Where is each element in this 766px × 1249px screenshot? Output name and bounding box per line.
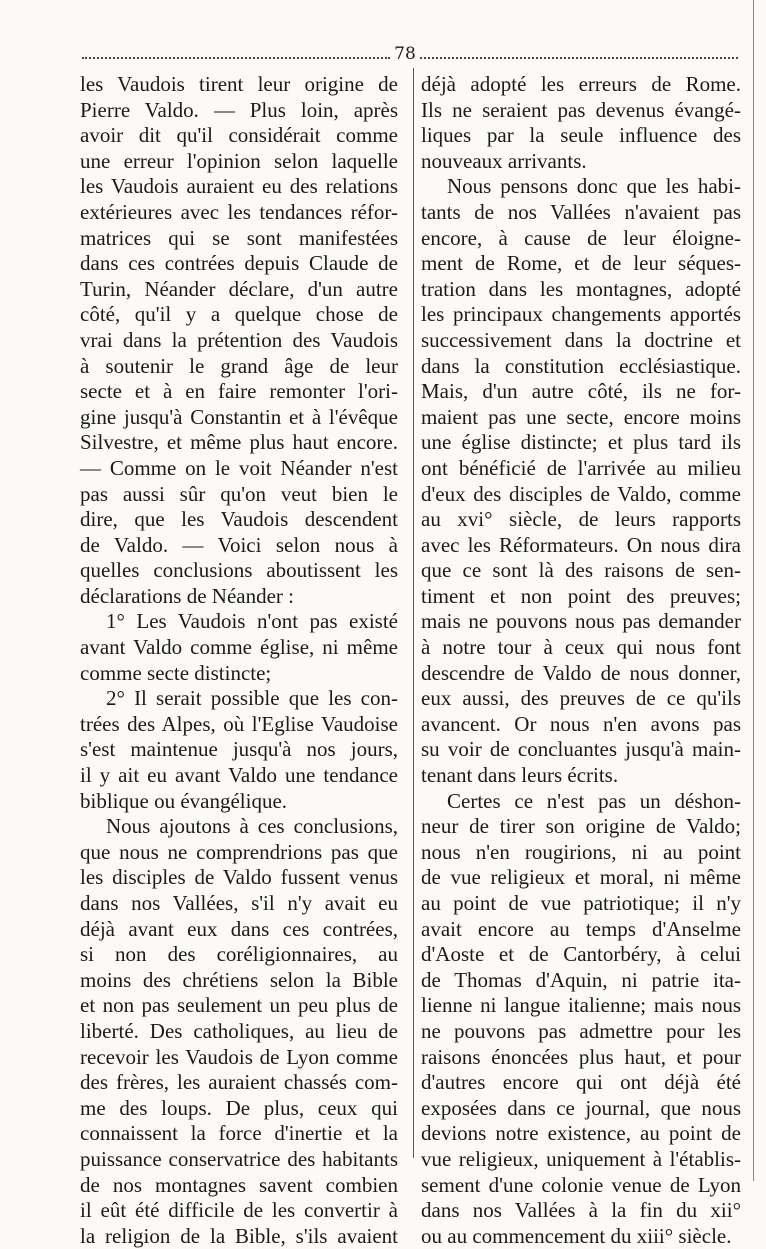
text-line: puissance conservatrice des habitants bbox=[80, 1146, 398, 1171]
text-line: une église distincte; et plus tard ils bbox=[421, 430, 741, 455]
text-line: Certes ce n'est pas un déshon- bbox=[447, 788, 741, 813]
text-line: 1° Les Vaudois n'ont pas existé bbox=[106, 609, 398, 634]
text-line: si non des coréligionnaires, au bbox=[80, 942, 398, 967]
text-line: les Vaudois tirent leur origine de bbox=[80, 72, 398, 96]
text-line: connaissent la force d'inertie et la bbox=[80, 1121, 398, 1146]
text-line: au xvi° siècle, de leurs rapports bbox=[421, 507, 741, 532]
text-line: la religion de la Bible, s'ils avaient bbox=[80, 1223, 398, 1248]
text-line: de nos montagnes savent combien bbox=[80, 1172, 398, 1197]
right-column bbox=[421, 72, 741, 1249]
text-line: d'Aoste et de Cantorbéry, à celui bbox=[421, 942, 741, 967]
text-line: nouveaux arrivants. bbox=[421, 148, 587, 173]
text-line: avec les Réformateurs. On nous dira bbox=[421, 532, 741, 557]
text-line: liques par la seule influence des bbox=[421, 123, 741, 148]
text-line: comme secte distincte; bbox=[80, 660, 272, 685]
text-line: successivement dans la doctrine et bbox=[421, 327, 741, 352]
text-line: dire, que les Vaudois descendent bbox=[80, 507, 398, 532]
text-line: ne pouvons pas admettre pour les bbox=[421, 1018, 741, 1043]
text-line: au point de vue patriotique; il n'y bbox=[421, 891, 741, 915]
text-line: dans la constitution ecclésiastique. bbox=[421, 353, 741, 378]
text-line: trées des Alpes, où l'Eglise Vaudoise bbox=[80, 711, 398, 736]
text-line: devions notre existence, au point de bbox=[421, 1121, 741, 1146]
text-line: liberté. Des catholiques, au lieu de bbox=[80, 1018, 398, 1043]
text-line: secte et à en faire remonter l'ori- bbox=[80, 379, 398, 404]
text-line: dans ces contrées depuis Claude de bbox=[80, 251, 398, 276]
text-line: me des loups. De plus, ceux qui bbox=[80, 1095, 398, 1120]
text-line: descendre de Valdo de nous donner, bbox=[421, 660, 741, 685]
text-line: recevoir les Vaudois de Lyon comme bbox=[80, 1044, 398, 1069]
text-line: avancent. Or nous n'en avons pas bbox=[421, 711, 741, 736]
text-line: que ce sont là des raisons de sen- bbox=[421, 558, 741, 583]
text-line: mais ne pouvons nous pas demander bbox=[421, 609, 741, 634]
page-edge bbox=[753, 0, 754, 1181]
text-line: tration dans les montagnes, adopté bbox=[421, 276, 741, 301]
text-line: de Thomas d'Aquin, ni patrie ita- bbox=[421, 967, 741, 992]
text-line: exposées dans ce journal, que nous bbox=[421, 1095, 741, 1120]
text-line: tenant dans leurs écrits. bbox=[421, 763, 619, 788]
text-line: ont bénéficié de l'arrivée au milieu bbox=[421, 455, 741, 480]
text-line: avant Valdo comme église, ni même bbox=[80, 635, 398, 660]
text-line: nous n'en rougirions, ni au point bbox=[421, 839, 741, 864]
text-line: matrices qui se sont manifestées bbox=[80, 225, 398, 250]
text-line: de vue religieux et moral, ni même bbox=[421, 865, 741, 890]
text-line: quelles conclusions aboutissent les bbox=[80, 558, 398, 583]
text-line: avoir dit qu'il considérait comme bbox=[80, 123, 398, 148]
text-line: dans nos Vallées, s'il n'y avait eu bbox=[80, 891, 398, 915]
text-line: Turin, Néander déclare, d'un autre bbox=[80, 276, 398, 301]
text-line: une erreur l'opinion selon laquelle bbox=[80, 148, 398, 173]
text-line: les Vaudois auraient eu des relations bbox=[80, 174, 398, 199]
text-line: Nous pensons donc que les habi- bbox=[447, 174, 741, 199]
text-line: et non pas seulement un peu plus de bbox=[80, 993, 398, 1018]
text-line: Ils ne seraient pas devenus évangé- bbox=[421, 97, 741, 122]
text-line: gine jusqu'à Constantin et à l'évêque bbox=[80, 404, 398, 429]
text-line: eux aussi, des preuves de ce qu'ils bbox=[421, 686, 741, 711]
text-line: — Comme on le voit Néander n'est bbox=[80, 455, 398, 480]
text-line: d'autres encore qui ont déjà été bbox=[421, 1070, 741, 1095]
text-line: ou au commencement du xiii° siècle. bbox=[421, 1223, 732, 1248]
text-line: déjà adopté les erreurs de Rome. bbox=[421, 72, 741, 96]
page-number: 78 bbox=[394, 44, 416, 64]
text-line: à soutenir le grand âge de leur bbox=[80, 353, 398, 378]
text-line: raisons énoncées plus haut, et pour bbox=[421, 1044, 741, 1069]
text-line: 2° Il serait possible que les con- bbox=[106, 686, 398, 711]
text-line: déjà avant eux dans ces contrées, bbox=[80, 916, 398, 941]
text-line: Pierre Valdo. — Plus loin, après bbox=[80, 97, 398, 122]
header-rule-right bbox=[420, 57, 738, 59]
column-divider bbox=[413, 68, 414, 1158]
text-line: déclarations de Néander : bbox=[80, 583, 294, 608]
text-line: moins des chrétiens selon la Bible bbox=[80, 967, 398, 992]
text-line: à notre tour à ceux qui nous font bbox=[421, 635, 741, 660]
text-line: encore, à cause de leur éloigne- bbox=[421, 225, 741, 250]
text-line: Nous ajoutons à ces conclusions, bbox=[106, 814, 398, 839]
text-line: pas aussi sûr qu'on veut bien le bbox=[80, 481, 398, 506]
text-line: il y ait eu avant Valdo une tendance bbox=[80, 763, 398, 788]
text-line: lienne ni langue italienne; mais nous bbox=[421, 993, 741, 1018]
header-rule-left bbox=[82, 57, 390, 59]
text-line: les principaux changements apportés bbox=[421, 302, 741, 327]
text-line: maient pas une secte, encore moins bbox=[421, 404, 741, 429]
text-line: les disciples de Valdo fussent venus bbox=[80, 865, 398, 890]
text-line: de Valdo. — Voici selon nous à bbox=[80, 532, 398, 557]
text-line: que nous ne comprendrions pas que bbox=[80, 839, 398, 864]
text-line: d'eux des disciples de Valdo, comme bbox=[421, 481, 741, 506]
text-line: biblique ou évangélique. bbox=[80, 788, 288, 813]
text-line: vrai dans la prétention des Vaudois bbox=[80, 327, 398, 352]
text-line: côté, qu'il y a quelque chose de bbox=[80, 302, 398, 327]
text-line: s'est maintenue jusqu'à nos jours, bbox=[80, 737, 398, 762]
text-line: neur de tirer son origine de Valdo; bbox=[421, 814, 741, 839]
text-line: vue religieux, uniquement à l'établis- bbox=[421, 1146, 741, 1171]
text-line: extérieures avec les tendances réfor- bbox=[80, 199, 398, 224]
text-line: dans nos Vallées à la fin du xii° bbox=[421, 1198, 741, 1223]
left-column bbox=[80, 72, 398, 1249]
text-line: avait encore au temps d'Anselme bbox=[421, 916, 741, 941]
text-line: timent et non point des preuves; bbox=[421, 583, 741, 608]
text-line: il eût été difficile de les convertir à bbox=[80, 1198, 398, 1223]
text-line: sement d'une colonie venue de Lyon bbox=[421, 1172, 741, 1197]
text-line: tants de nos Vallées n'avaient pas bbox=[421, 199, 741, 224]
text-line: Silvestre, et même plus haut encore. bbox=[80, 430, 398, 455]
text-line: des frères, les auraient chassés com- bbox=[80, 1070, 398, 1095]
text-line: ment de Rome, et de leur séques- bbox=[421, 251, 741, 276]
text-line: su voir de concluantes jusqu'à main- bbox=[421, 737, 741, 762]
text-line: Mais, d'un autre côté, ils ne for- bbox=[421, 379, 741, 404]
